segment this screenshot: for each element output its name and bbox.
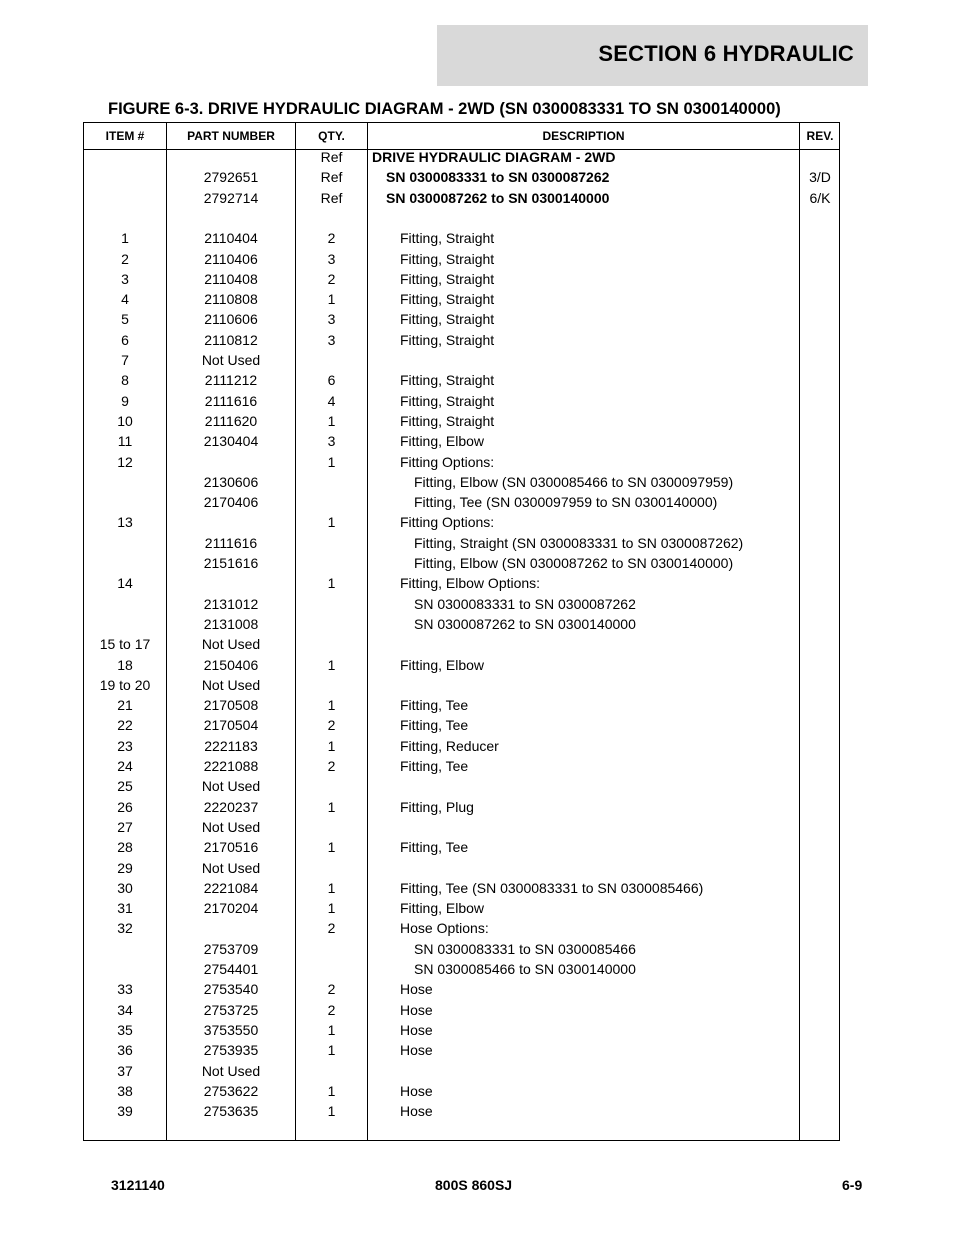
quantity: 2 xyxy=(327,920,336,937)
table-row xyxy=(84,959,841,979)
table-row xyxy=(84,472,841,492)
table-row xyxy=(84,1000,841,1020)
description: DRIVE HYDRAULIC DIAGRAM - 2WD xyxy=(372,149,616,165)
table-row xyxy=(84,736,841,756)
quantity: 2 xyxy=(327,981,336,998)
part-number: 2110606 xyxy=(204,311,258,328)
part-number: 2131012 xyxy=(203,595,259,612)
item-number: 35 xyxy=(117,1021,133,1038)
figure-title: FIGURE 6-3. DRIVE HYDRAULIC DIAGRAM - 2WD (SN 0300083331 TO SN 0300140000) xyxy=(108,100,781,118)
part-number: 2110808 xyxy=(204,291,258,308)
part-number: 2753725 xyxy=(203,1001,259,1018)
description: Fitting, Straight (SN 0300083331 to SN 0300087262) xyxy=(414,534,744,551)
description: Fitting Options: xyxy=(400,514,495,531)
quantity: 2 xyxy=(327,1001,336,1018)
item-number: 39 xyxy=(117,1103,133,1120)
quantity: 1 xyxy=(327,697,336,714)
item-number: 13 xyxy=(117,514,133,531)
quantity: 6 xyxy=(327,372,336,389)
quantity: 3 xyxy=(327,250,336,267)
description: Fitting, Tee xyxy=(400,717,469,734)
table-row xyxy=(84,878,841,898)
section-title: SECTION 6 HYDRAULIC xyxy=(598,41,854,66)
table-row xyxy=(84,1081,841,1101)
part-number: 2111616 xyxy=(204,392,258,409)
part-number: 2130606 xyxy=(203,473,259,490)
part-number: 2170504 xyxy=(203,717,259,734)
table-row xyxy=(84,512,841,532)
part-number: 2111620 xyxy=(204,412,258,429)
item-number: 30 xyxy=(117,879,133,896)
column-header-qty: QTY. xyxy=(318,129,345,143)
description: Fitting, Straight xyxy=(400,250,495,267)
part-number: 2753540 xyxy=(203,981,259,998)
description: Fitting, Elbow (SN 0300087262 to SN 0300140000) xyxy=(414,555,734,571)
item-number: 15 to 17 xyxy=(99,636,151,653)
description: Fitting, Straight xyxy=(400,311,495,328)
description: SN 0300087262 to SN 0300140000 xyxy=(386,189,610,206)
quantity: 2 xyxy=(327,717,336,734)
quantity: 2 xyxy=(327,758,336,774)
part-number: 2753709 xyxy=(203,940,259,957)
table-row xyxy=(84,1020,841,1040)
table-row xyxy=(84,817,841,837)
table-row xyxy=(84,1061,841,1081)
part-number: 2753935 xyxy=(203,1042,259,1059)
part-number: Not Used xyxy=(201,1062,261,1079)
item-number: 14 xyxy=(117,575,133,592)
revision: 6/K xyxy=(809,189,831,206)
table-row xyxy=(84,228,841,248)
description: SN 0300083331 to SN 0300087262 xyxy=(414,595,636,612)
quantity: 1 xyxy=(327,1042,336,1059)
table-row xyxy=(84,147,841,167)
quantity: 1 xyxy=(327,879,336,896)
part-number: 2151616 xyxy=(203,555,259,571)
description: Fitting, Straight xyxy=(400,291,495,308)
part-number: 2753635 xyxy=(203,1103,259,1120)
part-number: 2110404 xyxy=(204,230,258,247)
quantity: 1 xyxy=(327,453,336,470)
footer-document-number: 3121140 xyxy=(111,1177,165,1193)
description: Fitting, Elbow (SN 0300085466 to SN 0300097959) xyxy=(414,473,734,490)
item-number: 5 xyxy=(121,311,129,328)
table-row xyxy=(84,289,841,309)
item-number: 8 xyxy=(121,372,129,389)
table-row xyxy=(84,431,841,451)
part-number: 2221183 xyxy=(204,737,258,754)
description: Fitting Options: xyxy=(400,453,495,470)
description: SN 0300085466 to SN 0300140000 xyxy=(414,961,636,977)
table-row xyxy=(84,249,841,269)
item-number: 21 xyxy=(117,697,133,714)
description: SN 0300083331 to SN 0300087262 xyxy=(386,169,610,186)
part-number: Not Used xyxy=(201,352,261,368)
quantity: 3 xyxy=(327,331,336,348)
part-number: 2110812 xyxy=(204,331,258,348)
part-number: Not Used xyxy=(201,859,261,876)
part-number: 2170406 xyxy=(203,494,259,511)
item-number: 25 xyxy=(117,778,133,795)
table-row xyxy=(84,391,841,411)
part-number: 2111212 xyxy=(204,372,258,389)
part-number: 2792714 xyxy=(203,189,259,206)
part-number: Not Used xyxy=(201,778,261,795)
table-row xyxy=(84,330,841,350)
column-header-part-number: PART NUMBER xyxy=(187,129,275,143)
item-number: 6 xyxy=(121,331,129,348)
quantity: 1 xyxy=(327,514,336,531)
part-number: 2792651 xyxy=(203,169,259,186)
description: Fitting, Plug xyxy=(400,798,474,815)
description: Fitting, Straight xyxy=(400,331,495,348)
quantity: Ref xyxy=(320,149,343,165)
table-row xyxy=(84,594,841,614)
item-number: 12 xyxy=(117,453,133,470)
description: Hose xyxy=(400,981,433,998)
description: Hose xyxy=(400,1001,433,1018)
column-header-rev: REV. xyxy=(806,129,834,143)
description: Fitting, Elbow xyxy=(400,433,485,450)
part-number: 2753622 xyxy=(203,1082,259,1099)
description: Fitting, Tee xyxy=(400,758,469,774)
item-number: 27 xyxy=(117,818,133,835)
description: Fitting, Tee xyxy=(400,839,469,856)
item-number: 29 xyxy=(117,859,133,876)
item-number: 10 xyxy=(117,412,133,429)
quantity: 1 xyxy=(327,839,336,856)
quantity: 2 xyxy=(327,230,336,247)
part-number: 2221084 xyxy=(203,879,259,896)
part-number: 2170204 xyxy=(203,900,259,917)
item-number: 36 xyxy=(117,1042,133,1059)
table-row xyxy=(84,614,841,634)
part-number: 2170508 xyxy=(203,697,259,714)
item-number: 38 xyxy=(117,1082,133,1099)
section-header-box xyxy=(437,25,868,86)
item-number: 32 xyxy=(117,920,133,937)
item-number: 19 to 20 xyxy=(99,676,151,693)
description: Fitting, Reducer xyxy=(400,737,499,754)
description: Hose xyxy=(400,1103,433,1120)
item-number: 3 xyxy=(121,270,129,287)
description: Fitting, Tee (SN 0300097959 to SN 0300140000) xyxy=(414,494,718,511)
item-number: 28 xyxy=(117,839,133,856)
description: Hose xyxy=(400,1042,433,1059)
description: Fitting, Elbow xyxy=(400,900,485,917)
quantity: 1 xyxy=(327,575,336,592)
item-number: 24 xyxy=(117,758,133,774)
revision: 3/D xyxy=(809,169,831,186)
table-row xyxy=(84,939,841,959)
table-row xyxy=(84,634,841,654)
quantity: 1 xyxy=(327,1103,336,1120)
item-number: 2 xyxy=(121,250,129,267)
column-header-item: ITEM # xyxy=(105,129,145,143)
description: SN 0300087262 to SN 0300140000 xyxy=(414,615,636,632)
quantity: 1 xyxy=(327,412,336,429)
description: Fitting, Elbow Options: xyxy=(400,575,541,592)
table-row xyxy=(84,553,841,573)
description: Fitting, Straight xyxy=(400,372,495,389)
item-number: 31 xyxy=(117,900,133,917)
description: Fitting, Tee (SN 0300083331 to SN 0300085466) xyxy=(400,879,704,896)
description: Fitting, Straight xyxy=(400,230,495,247)
quantity: 1 xyxy=(327,798,336,815)
table-row xyxy=(84,1040,841,1060)
quantity: 2 xyxy=(327,270,336,287)
quantity: Ref xyxy=(320,189,343,206)
part-number: 2131008 xyxy=(203,615,259,632)
footer-model: 800S 860SJ xyxy=(435,1177,513,1193)
part-number: 2111616 xyxy=(204,534,258,551)
part-number: 2110408 xyxy=(204,270,258,287)
part-number: 3753550 xyxy=(203,1021,259,1038)
table-row xyxy=(84,350,841,370)
table-row xyxy=(84,655,841,675)
item-number: 37 xyxy=(117,1062,133,1079)
item-number: 33 xyxy=(117,981,133,998)
item-number: 11 xyxy=(117,433,133,450)
quantity: 3 xyxy=(327,311,336,328)
footer-page-number: 6-9 xyxy=(842,1177,863,1193)
item-number: 7 xyxy=(121,352,129,368)
item-number: 9 xyxy=(121,392,129,409)
description: Fitting, Straight xyxy=(400,412,495,429)
table-row xyxy=(84,573,841,593)
table-row xyxy=(84,715,841,735)
item-number: 26 xyxy=(117,798,133,815)
part-number: Not Used xyxy=(201,636,261,653)
table-row xyxy=(84,309,841,329)
part-number: 2150406 xyxy=(203,656,259,673)
table-row xyxy=(84,675,841,695)
description: Hose xyxy=(400,1082,433,1099)
part-number: 2170516 xyxy=(203,839,259,856)
table-row xyxy=(84,269,841,289)
part-number: Not Used xyxy=(201,676,261,693)
quantity: 4 xyxy=(327,392,336,409)
quantity: 1 xyxy=(327,656,336,673)
part-number: 2754401 xyxy=(203,961,259,977)
table-row xyxy=(84,167,841,187)
table-row xyxy=(84,452,841,472)
part-number: Not Used xyxy=(201,818,261,835)
quantity: 1 xyxy=(327,291,336,308)
parts-table xyxy=(83,122,840,1141)
part-number: 2130404 xyxy=(203,433,259,450)
table-row xyxy=(84,858,841,878)
table-row xyxy=(84,898,841,918)
table-row xyxy=(84,979,841,999)
table-row xyxy=(84,918,841,938)
description: Hose Options: xyxy=(400,920,489,937)
quantity: 1 xyxy=(327,737,336,754)
table-row xyxy=(84,492,841,512)
part-number: 2220237 xyxy=(203,798,259,815)
table-row xyxy=(84,188,841,208)
table-row xyxy=(84,411,841,431)
quantity: 1 xyxy=(327,900,336,917)
item-number: 22 xyxy=(117,717,133,734)
table-row xyxy=(84,797,841,817)
table-row xyxy=(84,370,841,390)
table-row xyxy=(84,776,841,796)
description: Fitting, Straight xyxy=(400,392,495,409)
item-number: 23 xyxy=(117,737,133,754)
quantity: 1 xyxy=(327,1021,336,1038)
item-number: 18 xyxy=(117,656,133,673)
table-row xyxy=(84,208,841,228)
quantity: 1 xyxy=(327,1082,336,1099)
table-row xyxy=(84,695,841,715)
item-number: 1 xyxy=(121,230,129,247)
quantity: 3 xyxy=(327,433,336,450)
description: SN 0300083331 to SN 0300085466 xyxy=(414,940,636,957)
description: Hose xyxy=(400,1021,433,1038)
item-number: 34 xyxy=(117,1001,133,1018)
description: Fitting, Elbow xyxy=(400,656,485,673)
column-header-description: DESCRIPTION xyxy=(542,129,625,143)
table-row xyxy=(84,533,841,553)
description: Fitting, Straight xyxy=(400,270,495,287)
description: Fitting, Tee xyxy=(400,697,469,714)
table-row xyxy=(84,1101,841,1121)
quantity: Ref xyxy=(320,169,343,186)
part-number: 2110406 xyxy=(204,250,258,267)
part-number: 2221088 xyxy=(203,758,259,774)
table-row xyxy=(84,837,841,857)
table-row xyxy=(84,756,841,776)
item-number: 4 xyxy=(121,291,129,308)
